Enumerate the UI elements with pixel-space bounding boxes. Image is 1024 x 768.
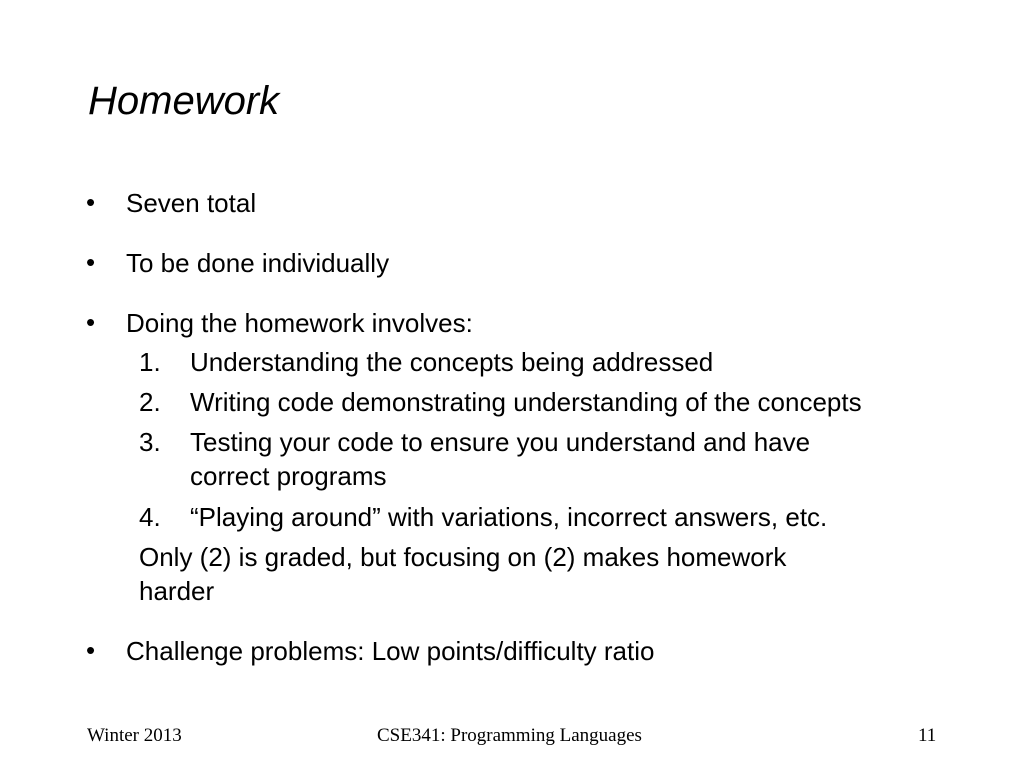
bullet-glyph: •: [86, 307, 96, 337]
bullet-challenge-problems: Challenge problems: Low points/difficulty ratio: [126, 636, 655, 666]
bullet-glyph: •: [86, 187, 96, 217]
footer-term: Winter 2013: [87, 725, 182, 746]
bullet-homework-involves: Doing the homework involves:: [126, 308, 473, 338]
sub-item-testing-line2: correct programs: [190, 461, 387, 491]
sub-item-number: 4.: [139, 502, 161, 532]
sub-item-testing-line1: Testing your code to ensure you understand and have: [190, 427, 811, 457]
bullet-seven-total: Seven total: [126, 188, 257, 218]
sub-item-number: 2.: [139, 387, 161, 417]
bullet-individually: To be done individually: [126, 248, 390, 278]
bullet-glyph: •: [86, 635, 96, 665]
footer-page-number: 11: [918, 725, 937, 746]
note-line2: harder: [139, 576, 215, 606]
sub-item-writing-code: Writing code demonstrating understanding of the concepts: [190, 387, 862, 417]
sub-item-playing-around: “Playing around” with variations, incorrect answers, etc.: [190, 502, 828, 532]
note-line1: Only (2) is graded, but focusing on (2) makes homework: [139, 542, 787, 572]
sub-item-understanding: Understanding the concepts being addressed: [190, 347, 714, 377]
bullet-glyph: •: [86, 247, 96, 277]
sub-item-number: 3.: [139, 427, 161, 457]
slide-title: Homework: [88, 79, 280, 123]
sub-item-number: 1.: [139, 347, 161, 377]
footer-course: CSE341: Programming Languages: [377, 725, 642, 746]
